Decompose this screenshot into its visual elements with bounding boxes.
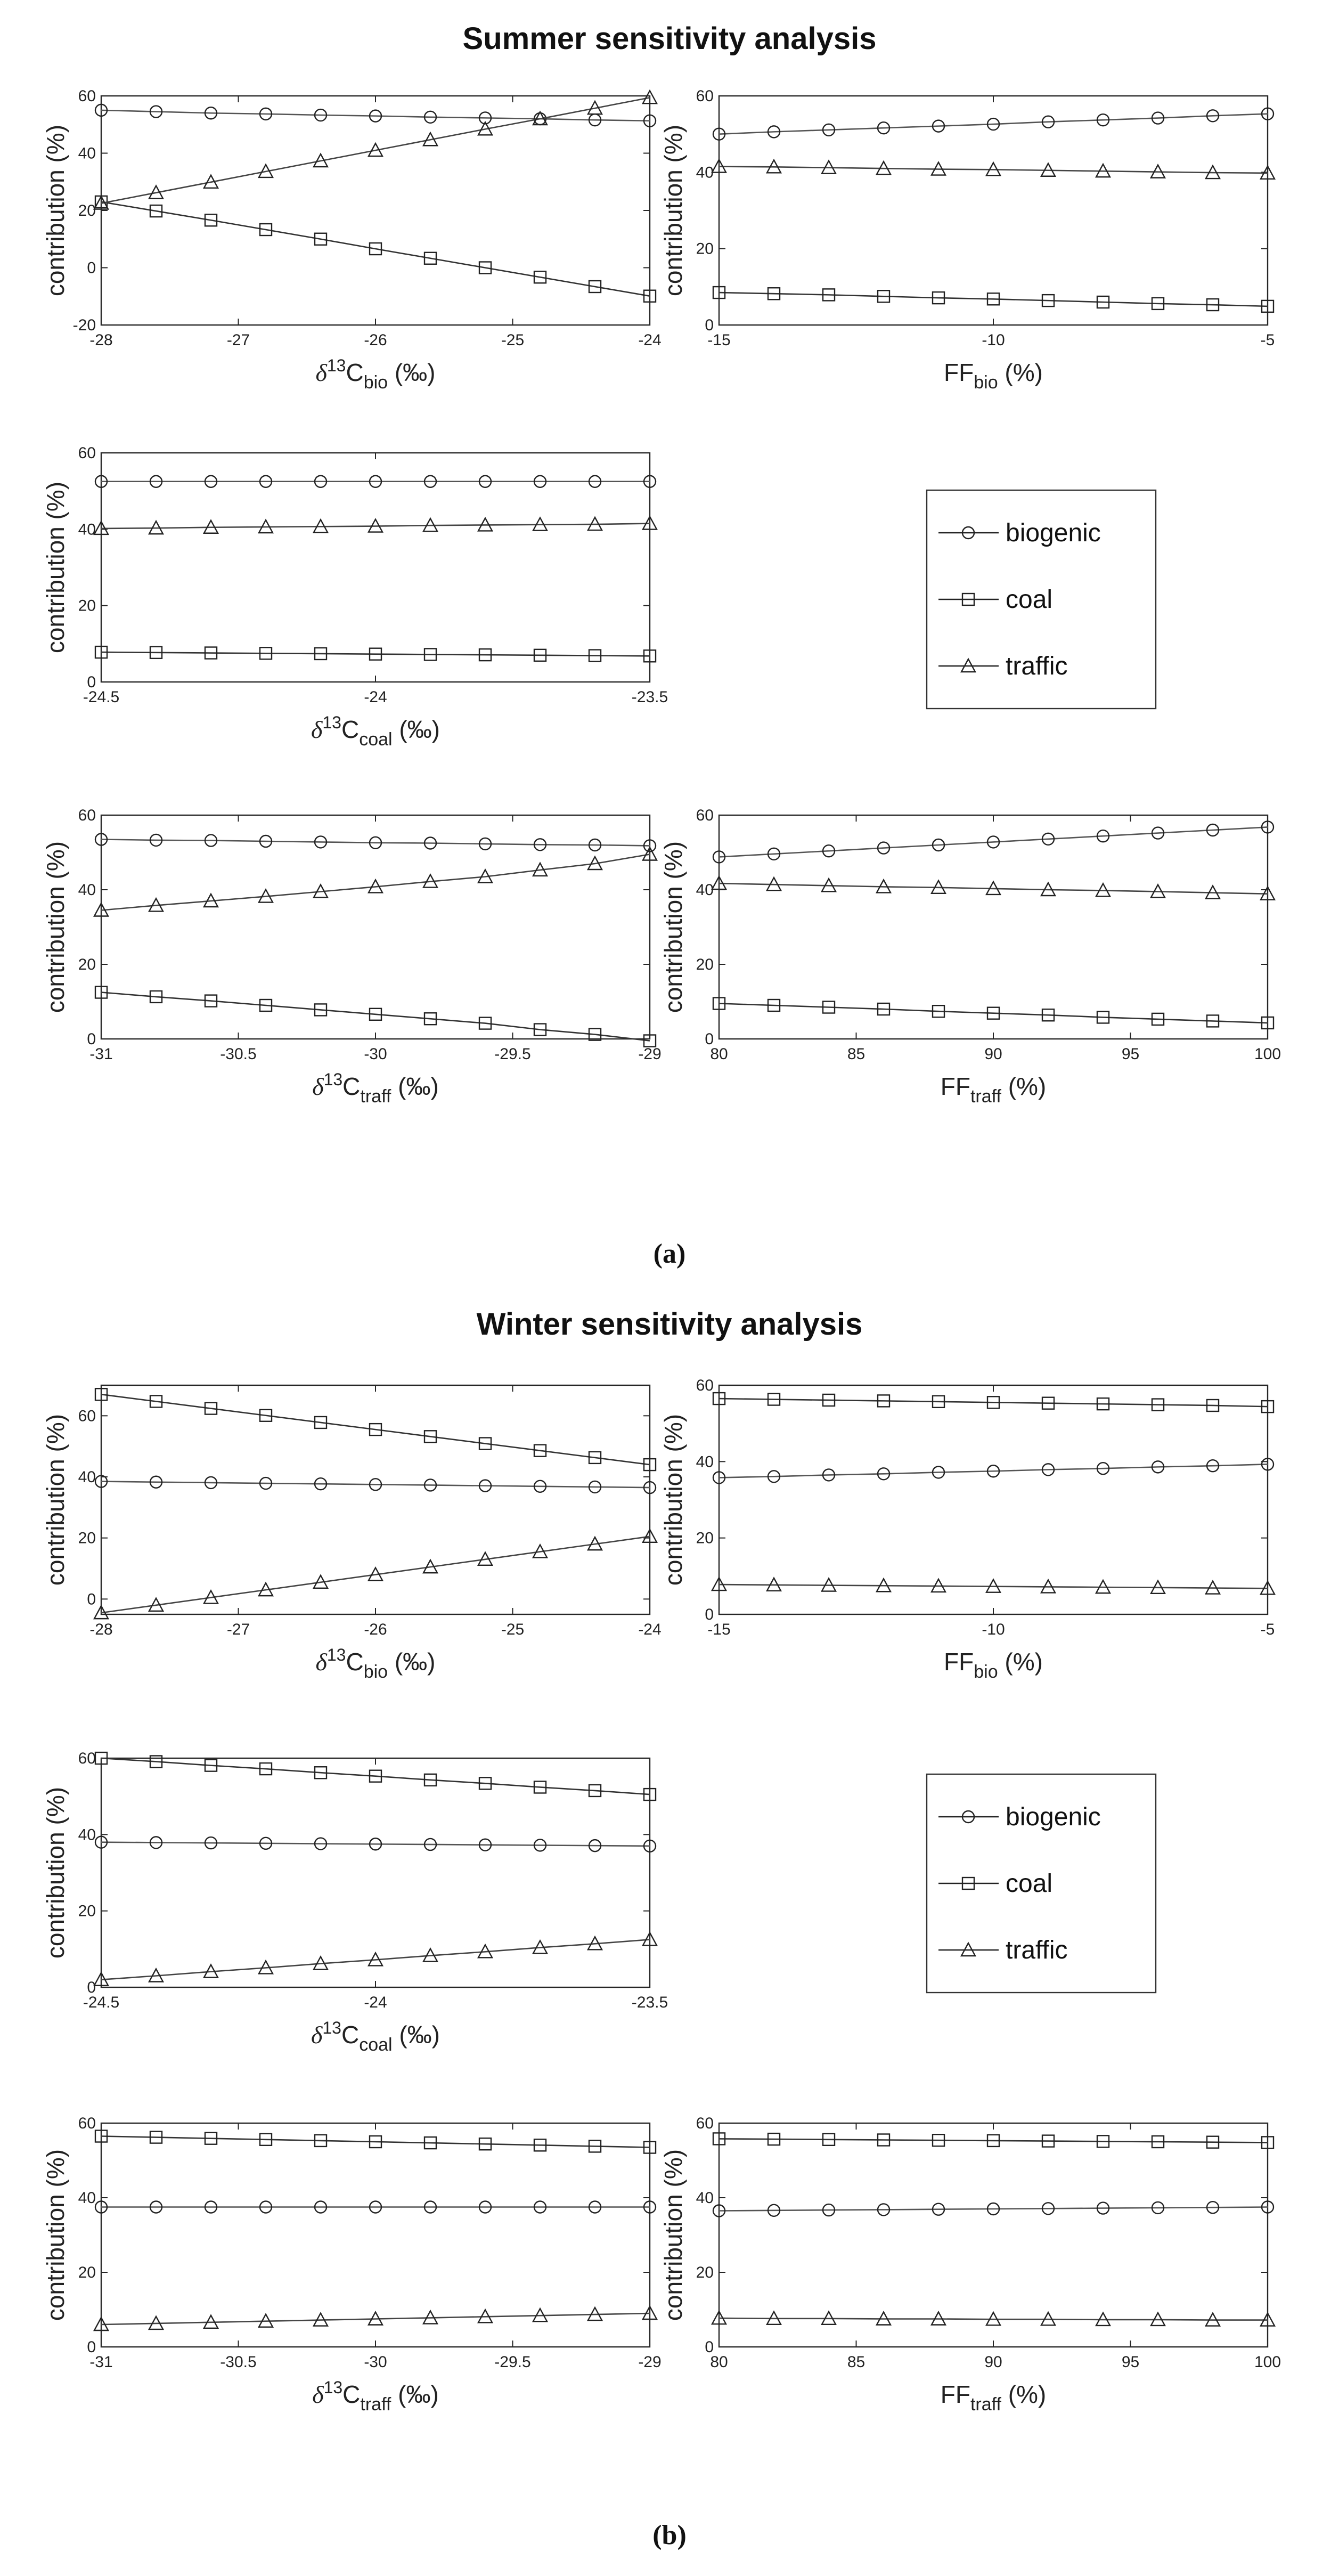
y-axis-label: contribution (%): [42, 124, 69, 297]
y-axis-label: contribution (%): [659, 1413, 687, 1586]
y-tick-label: 60: [78, 87, 96, 105]
y-tick-label: 40: [78, 144, 96, 162]
x-tick-label: -25: [501, 331, 525, 349]
legend-label-coal: coal: [1006, 1870, 1053, 1898]
legends-layer: [927, 490, 1156, 1993]
y-axis-label: contribution (%): [659, 124, 687, 297]
x-tick-label: 85: [847, 1045, 866, 1063]
y-tick-label: 60: [78, 1407, 96, 1425]
y-tick-label: 20: [696, 1529, 714, 1547]
x-tick-label: -29: [638, 1045, 662, 1063]
y-tick-label: 20: [696, 2264, 714, 2281]
chart-winter-8: [42, 1750, 668, 2055]
legend-label-biogenic: biogenic: [1006, 1803, 1101, 1831]
legend-label-traffic: traffic: [1006, 652, 1068, 680]
x-tick-label: -23.5: [631, 1994, 668, 2011]
x-tick-label: -29: [638, 2353, 662, 2371]
caption-b: (b): [652, 2520, 687, 2550]
legend-summer: [927, 490, 1156, 709]
x-axis-label: $FF_{bio}$ (%): [944, 1648, 1043, 1682]
y-tick-label: 40: [78, 1826, 96, 1844]
y-tick-label: 60: [78, 1750, 96, 1767]
x-tick-label: -28: [89, 331, 113, 349]
x-tick-label: -10: [982, 331, 1005, 349]
x-tick-label: -5: [1260, 331, 1275, 349]
chart-summer-5: [659, 807, 1281, 1107]
x-tick-label: -10: [982, 1621, 1005, 1638]
x-tick-label: 95: [1121, 2353, 1140, 2371]
x-tick-label: -27: [226, 331, 250, 349]
x-axis-label: $\delta^{13}C_{coal}$ (‰): [311, 2018, 440, 2055]
y-tick-label: 20: [696, 240, 714, 258]
chart-summer-1: [42, 87, 662, 393]
x-tick-label: -29.5: [494, 1045, 531, 1063]
y-tick-label: 0: [87, 673, 96, 691]
x-tick-label: -26: [364, 1621, 387, 1638]
x-tick-label: -30: [364, 2353, 387, 2371]
x-tick-label: 90: [984, 1045, 1002, 1063]
x-tick-label: -15: [707, 331, 731, 349]
y-tick-label: 0: [705, 316, 714, 334]
y-axis-label: contribution (%): [42, 1413, 69, 1586]
x-axis-label: $FF_{traff}$ (%): [940, 1072, 1047, 1107]
x-tick-label: -30: [364, 1045, 387, 1063]
x-tick-label: -27: [226, 1621, 250, 1638]
x-tick-label: 85: [847, 2353, 866, 2371]
y-tick-label: 40: [696, 164, 714, 182]
y-tick-label: 60: [78, 2115, 96, 2132]
x-tick-label: -15: [707, 1621, 731, 1638]
chart-winter-6: [42, 1385, 662, 1682]
y-tick-label: 20: [78, 597, 96, 615]
y-tick-label: 60: [696, 87, 714, 105]
x-tick-label: 100: [1254, 2353, 1281, 2371]
x-tick-label: 100: [1254, 1045, 1281, 1063]
y-tick-label: 60: [696, 807, 714, 824]
x-tick-label: -30.5: [220, 2353, 257, 2371]
y-tick-label: 40: [78, 521, 96, 539]
legend-label-coal: coal: [1006, 586, 1053, 614]
y-tick-label: 40: [696, 2189, 714, 2207]
x-tick-label: -28: [89, 1621, 113, 1638]
chart-summer-2: [659, 87, 1275, 393]
y-tick-label: 0: [705, 2338, 714, 2356]
y-tick-label: 60: [696, 2115, 714, 2132]
x-axis-label: $FF_{traff}$ (%): [940, 2380, 1047, 2415]
plot-area: [101, 96, 650, 325]
x-tick-label: -30.5: [220, 1045, 257, 1063]
chart-winter-10: [659, 2115, 1281, 2415]
chart-summer-4: [42, 807, 662, 1107]
y-tick-label: 20: [78, 956, 96, 973]
x-tick-label: -24.5: [83, 688, 120, 706]
y-axis-label: contribution (%): [42, 841, 69, 1013]
x-tick-label: -24: [638, 1621, 662, 1638]
y-tick-label: 40: [78, 2189, 96, 2207]
x-axis-label: $FF_{bio}$ (%): [944, 359, 1043, 393]
x-tick-label: -29.5: [494, 2353, 531, 2371]
x-tick-label: -24.5: [83, 1994, 120, 2011]
y-axis-label: contribution (%): [42, 1786, 69, 1959]
chart-summer-3: [42, 444, 668, 750]
y-tick-label: 20: [696, 956, 714, 973]
x-tick-label: -23.5: [631, 688, 668, 706]
x-tick-label: -24: [364, 1994, 387, 2011]
y-tick-label: 40: [696, 1453, 714, 1471]
y-tick-label: 0: [87, 259, 96, 277]
y-tick-label: 0: [87, 2338, 96, 2356]
y-tick-label: 0: [87, 1590, 96, 1608]
y-tick-label: 20: [78, 1529, 96, 1547]
y-tick-label: 40: [78, 881, 96, 899]
y-tick-label: 20: [78, 2264, 96, 2281]
x-tick-label: -26: [364, 331, 387, 349]
caption-a: (a): [653, 1239, 686, 1269]
y-axis-label: contribution (%): [659, 2149, 687, 2321]
winter-title: Winter sensitivity analysis: [476, 1307, 863, 1342]
y-tick-label: 60: [696, 1377, 714, 1394]
legend-winter: [927, 1774, 1156, 1993]
y-tick-label: 60: [78, 807, 96, 824]
y-tick-label: 0: [705, 1606, 714, 1623]
x-axis-label: $\delta^{13}C_{traff}$ (‰): [312, 1070, 439, 1107]
x-tick-label: -24: [638, 331, 662, 349]
x-tick-label: -5: [1260, 1621, 1275, 1638]
legend-label-traffic: traffic: [1006, 1936, 1068, 1964]
x-axis-label: $\delta^{13}C_{coal}$ (‰): [311, 713, 440, 750]
x-axis-label: $\delta^{13}C_{traff}$ (‰): [312, 2378, 439, 2415]
x-tick-label: -25: [501, 1621, 525, 1638]
chart-winter-7: [659, 1377, 1275, 1682]
legend-label-biogenic: biogenic: [1006, 519, 1101, 547]
chart-winter-9: [42, 2115, 662, 2415]
y-tick-label: 0: [705, 1030, 714, 1048]
y-axis-label: contribution (%): [42, 481, 69, 654]
y-tick-label: 0: [87, 1979, 96, 1996]
y-tick-label: 20: [78, 1902, 96, 1920]
x-tick-label: 90: [984, 2353, 1002, 2371]
plot-area: [719, 815, 1268, 1039]
x-tick-label: 95: [1121, 1045, 1140, 1063]
y-tick-label: 0: [87, 1030, 96, 1048]
y-tick-label: 40: [78, 1468, 96, 1486]
y-axis-label: contribution (%): [42, 2149, 69, 2321]
x-axis-label: $\delta^{13}C_{bio}$ (‰): [315, 1645, 436, 1682]
y-tick-label: 60: [78, 444, 96, 462]
x-tick-label: -24: [364, 688, 387, 706]
x-tick-label: 80: [710, 1045, 728, 1063]
y-tick-label: 40: [696, 881, 714, 899]
x-tick-label: -31: [89, 2353, 113, 2371]
x-tick-label: 80: [710, 2353, 728, 2371]
x-tick-label: -31: [89, 1045, 113, 1063]
x-axis-label: $\delta^{13}C_{bio}$ (‰): [315, 356, 436, 393]
summer-title: Summer sensitivity analysis: [462, 21, 877, 56]
y-axis-label: contribution (%): [659, 841, 687, 1013]
y-tick-label: 20: [78, 202, 96, 220]
y-tick-label: -20: [72, 316, 96, 334]
